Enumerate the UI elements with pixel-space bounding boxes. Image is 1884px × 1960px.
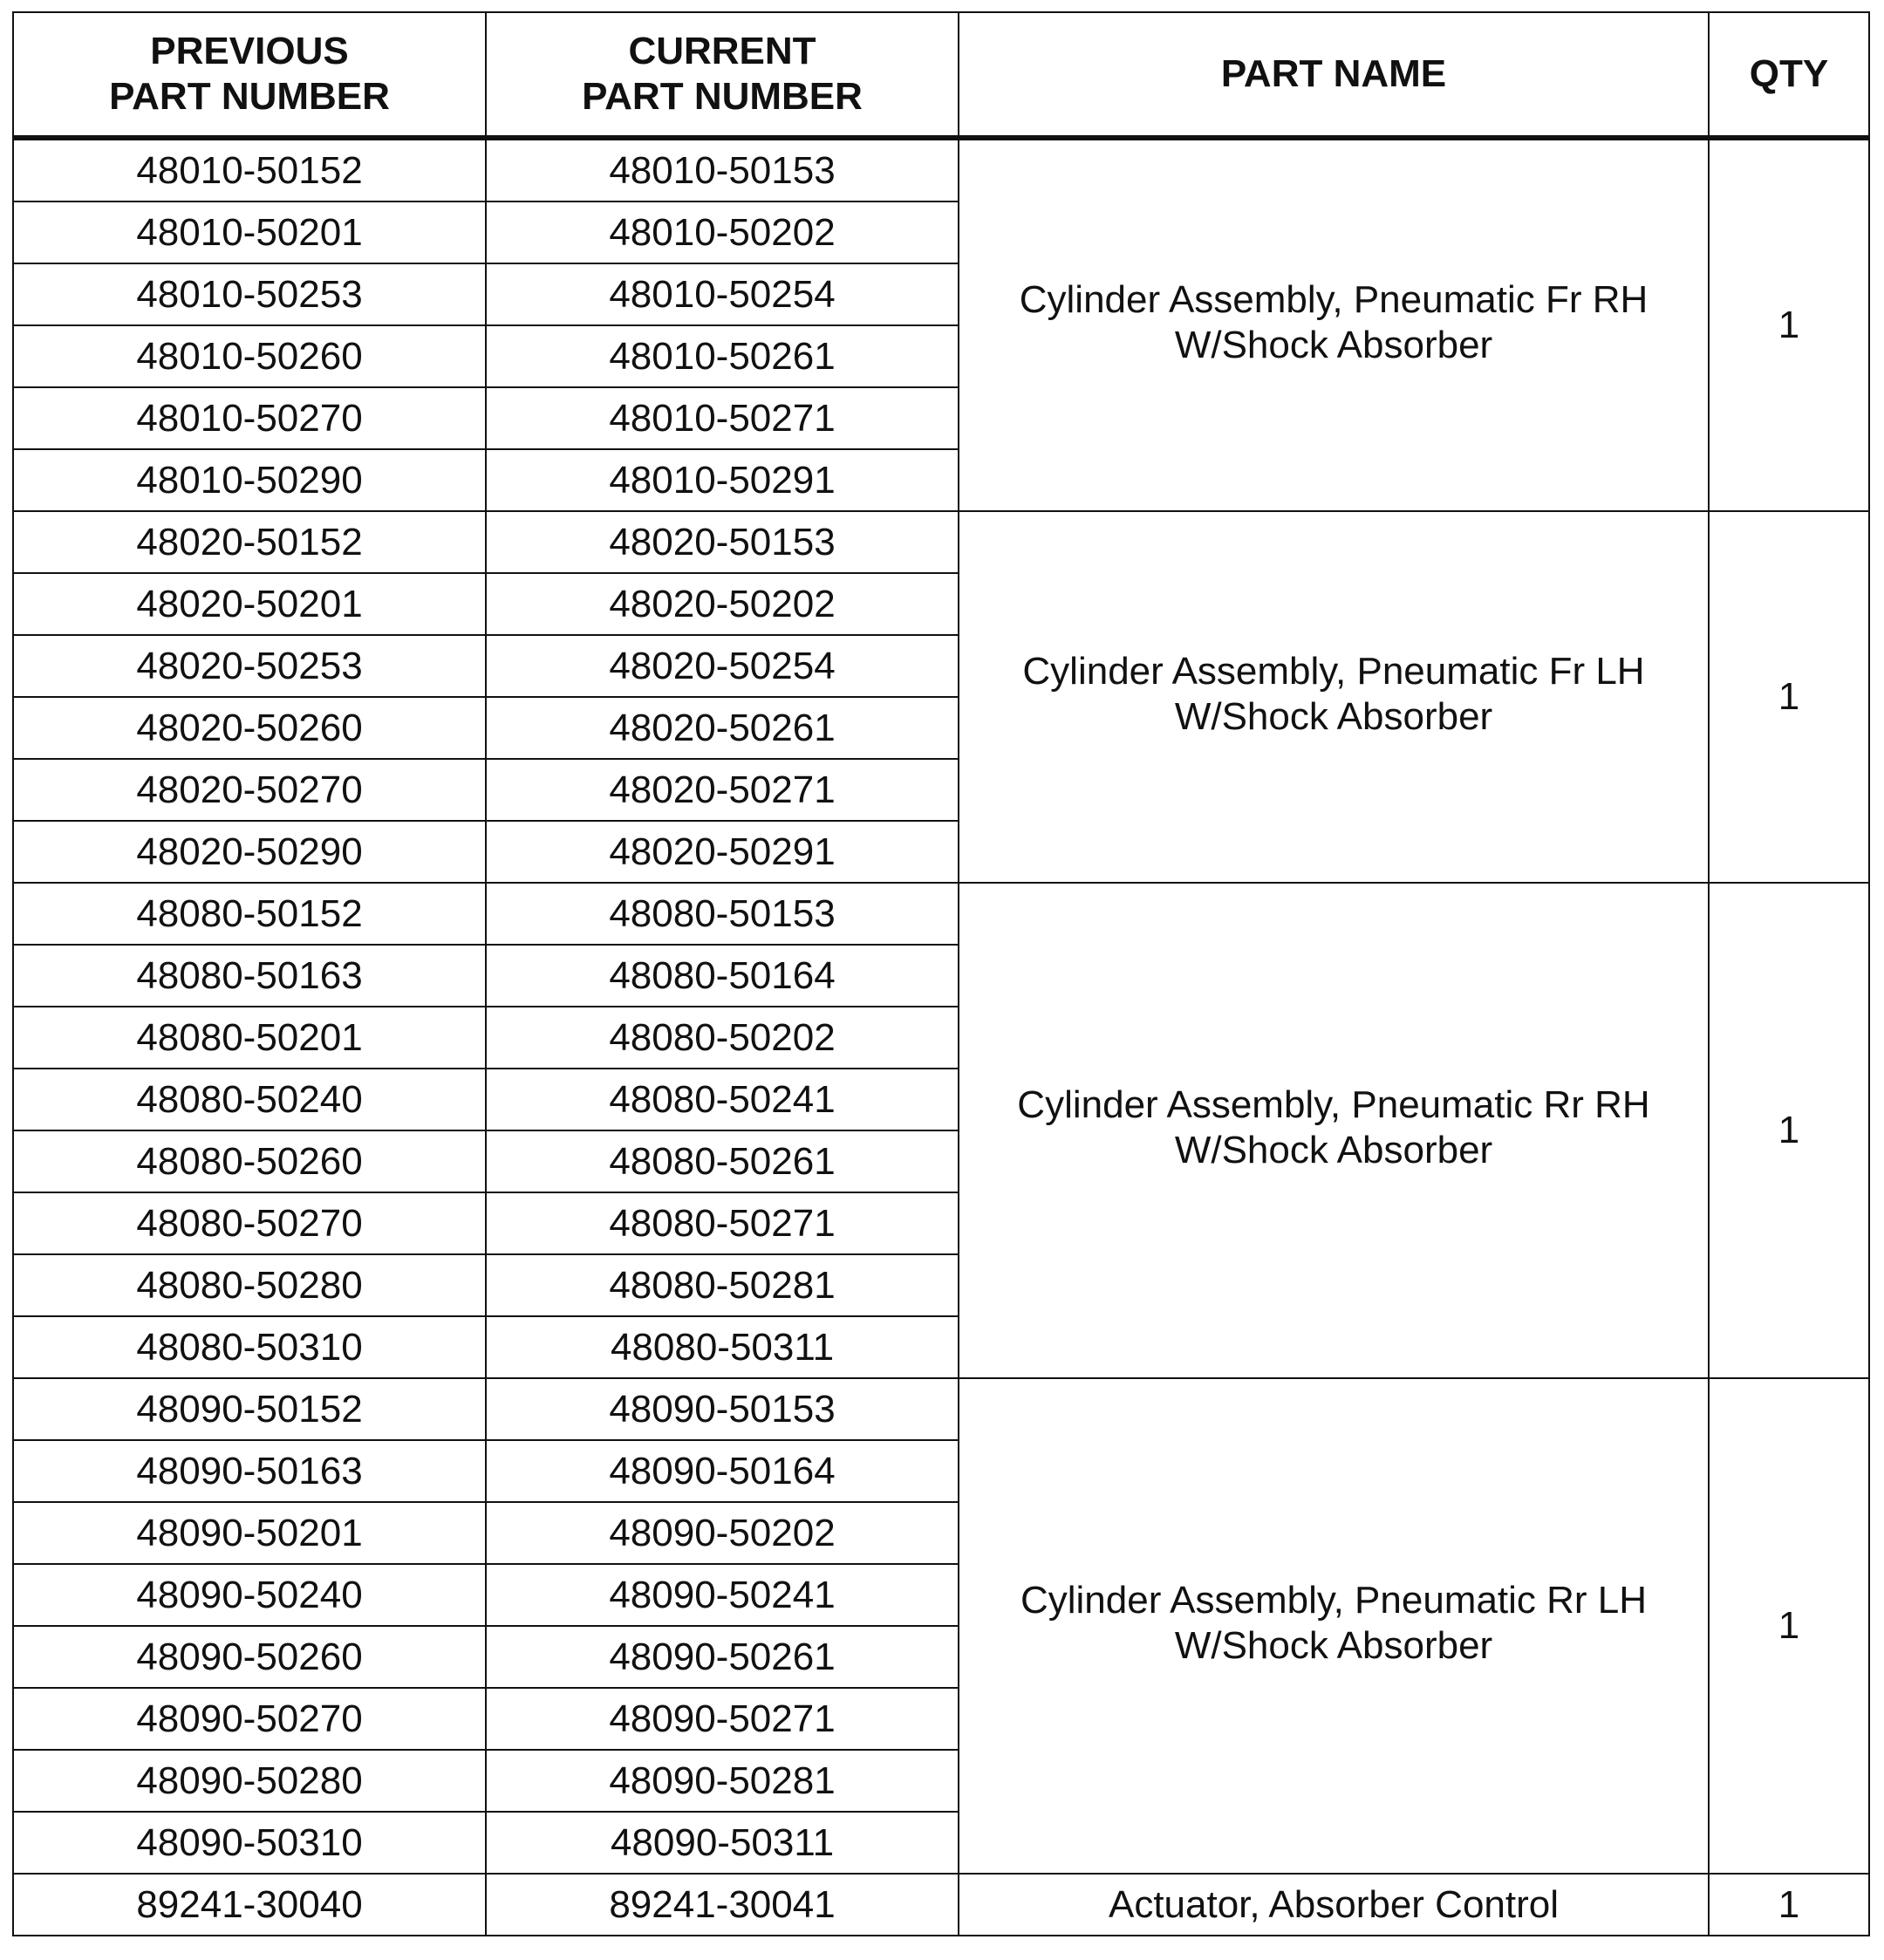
previous-part-number-cell: 48010-50290 [13, 449, 486, 511]
previous-part-number-cell: 48010-50260 [13, 325, 486, 387]
current-part-number-cell: 48020-50271 [486, 759, 959, 821]
qty-cell: 1 [1709, 511, 1869, 883]
part-name-line: W/Shock Absorber [1174, 1624, 1493, 1667]
previous-part-number-cell: 48020-50152 [13, 511, 486, 573]
qty-cell: 1 [1709, 1378, 1869, 1874]
previous-part-number-cell: 48090-50280 [13, 1750, 486, 1812]
previous-part-number-cell: 48080-50201 [13, 1007, 486, 1069]
current-part-number-cell: 48010-50254 [486, 263, 959, 325]
current-part-number-cell: 48020-50153 [486, 511, 959, 573]
current-part-number-cell: 48090-50261 [486, 1626, 959, 1688]
header-part-name: PART NAME [959, 12, 1709, 138]
previous-part-number-cell: 48010-50152 [13, 138, 486, 201]
previous-part-number-cell: 48090-50240 [13, 1564, 486, 1626]
previous-part-number-cell: 48080-50310 [13, 1316, 486, 1378]
previous-part-number-cell: 48020-50253 [13, 635, 486, 697]
current-part-number-cell: 48090-50164 [486, 1440, 959, 1502]
header-row [13, 12, 1869, 138]
previous-part-number-cell: 48090-50201 [13, 1502, 486, 1564]
current-part-number-cell: 48090-50241 [486, 1564, 959, 1626]
part-name-line: W/Shock Absorber [1174, 1129, 1493, 1171]
current-part-number-cell: 48080-50271 [486, 1192, 959, 1254]
qty-cell: 1 [1709, 1874, 1869, 1936]
current-part-number-cell: 48010-50271 [486, 387, 959, 449]
previous-part-number-cell: 48020-50270 [13, 759, 486, 821]
previous-part-number-cell: 48020-50260 [13, 697, 486, 759]
part-name-cell [959, 138, 1709, 511]
current-part-number-cell: 48010-50202 [486, 201, 959, 263]
current-part-number-cell: 48080-50241 [486, 1069, 959, 1130]
qty-cell: 1 [1709, 883, 1869, 1378]
current-part-number-cell: 48080-50153 [486, 883, 959, 945]
part-name-line: Cylinder Assembly, Pneumatic Fr RH [1019, 278, 1648, 321]
previous-part-number-cell: 48020-50201 [13, 573, 486, 635]
part-name-cell [959, 511, 1709, 883]
current-part-number-cell: 48090-50281 [486, 1750, 959, 1812]
current-part-number-cell: 48010-50153 [486, 138, 959, 201]
table-row [13, 1378, 1869, 1440]
previous-part-number-cell: 48010-50253 [13, 263, 486, 325]
previous-part-number-cell: 48090-50260 [13, 1626, 486, 1688]
current-part-number-cell: 48020-50291 [486, 821, 959, 883]
previous-part-number-cell: 48080-50240 [13, 1069, 486, 1130]
previous-part-number-cell: 48010-50270 [13, 387, 486, 449]
part-name-line: W/Shock Absorber [1174, 324, 1493, 366]
current-part-number-cell: 48010-50291 [486, 449, 959, 511]
current-part-number-cell: 48090-50202 [486, 1502, 959, 1564]
current-part-number-cell: 48090-50271 [486, 1688, 959, 1750]
current-part-number-cell: 48090-50153 [486, 1378, 959, 1440]
current-part-number-cell: 48080-50311 [486, 1316, 959, 1378]
current-part-number-cell: 48020-50254 [486, 635, 959, 697]
header-qty: QTY [1709, 12, 1869, 138]
previous-part-number-cell: 48080-50163 [13, 945, 486, 1007]
current-part-number-cell: 48080-50164 [486, 945, 959, 1007]
parts-table [12, 11, 1870, 1936]
header-text: PART NUMBER [582, 75, 863, 118]
current-part-number-cell: 48090-50311 [486, 1812, 959, 1874]
previous-part-number-cell: 89241-30040 [13, 1874, 486, 1936]
previous-part-number-cell: 48010-50201 [13, 201, 486, 263]
table-row [13, 511, 1869, 573]
part-name-cell [959, 883, 1709, 1378]
current-part-number-cell: 48080-50202 [486, 1007, 959, 1069]
part-name-line: Cylinder Assembly, Pneumatic Rr RH [1017, 1083, 1650, 1126]
previous-part-number-cell: 48080-50280 [13, 1254, 486, 1316]
previous-part-number-cell: 48080-50152 [13, 883, 486, 945]
current-part-number-cell: 48080-50281 [486, 1254, 959, 1316]
part-name-cell [959, 1378, 1709, 1874]
current-part-number-cell: 48020-50261 [486, 697, 959, 759]
part-name-line: Cylinder Assembly, Pneumatic Rr LH [1020, 1579, 1648, 1622]
header-text: CURRENT [628, 30, 816, 72]
part-name-line: Cylinder Assembly, Pneumatic Fr LH [1022, 650, 1645, 693]
header-current-part-number [486, 12, 959, 138]
previous-part-number-cell: 48090-50270 [13, 1688, 486, 1750]
previous-part-number-cell: 48090-50163 [13, 1440, 486, 1502]
previous-part-number-cell: 48080-50260 [13, 1130, 486, 1192]
table-body [13, 138, 1869, 1936]
part-name-line: Actuator, Absorber Control [1108, 1882, 1560, 1926]
current-part-number-cell: 48080-50261 [486, 1130, 959, 1192]
part-name-line: W/Shock Absorber [1174, 695, 1493, 738]
current-part-number-cell: 48020-50202 [486, 573, 959, 635]
previous-part-number-cell: 48090-50152 [13, 1378, 486, 1440]
header-text: PREVIOUS [150, 30, 349, 72]
current-part-number-cell: 89241-30041 [486, 1874, 959, 1936]
table-row [13, 138, 1869, 201]
previous-part-number-cell: 48090-50310 [13, 1812, 486, 1874]
previous-part-number-cell: 48080-50270 [13, 1192, 486, 1254]
table-row [13, 883, 1869, 945]
header-previous-part-number [13, 12, 486, 138]
previous-part-number-cell: 48020-50290 [13, 821, 486, 883]
header-text: PART NUMBER [109, 75, 390, 118]
table-row [13, 1874, 1869, 1936]
qty-cell: 1 [1709, 138, 1869, 511]
part-name-cell [959, 1874, 1709, 1936]
current-part-number-cell: 48010-50261 [486, 325, 959, 387]
